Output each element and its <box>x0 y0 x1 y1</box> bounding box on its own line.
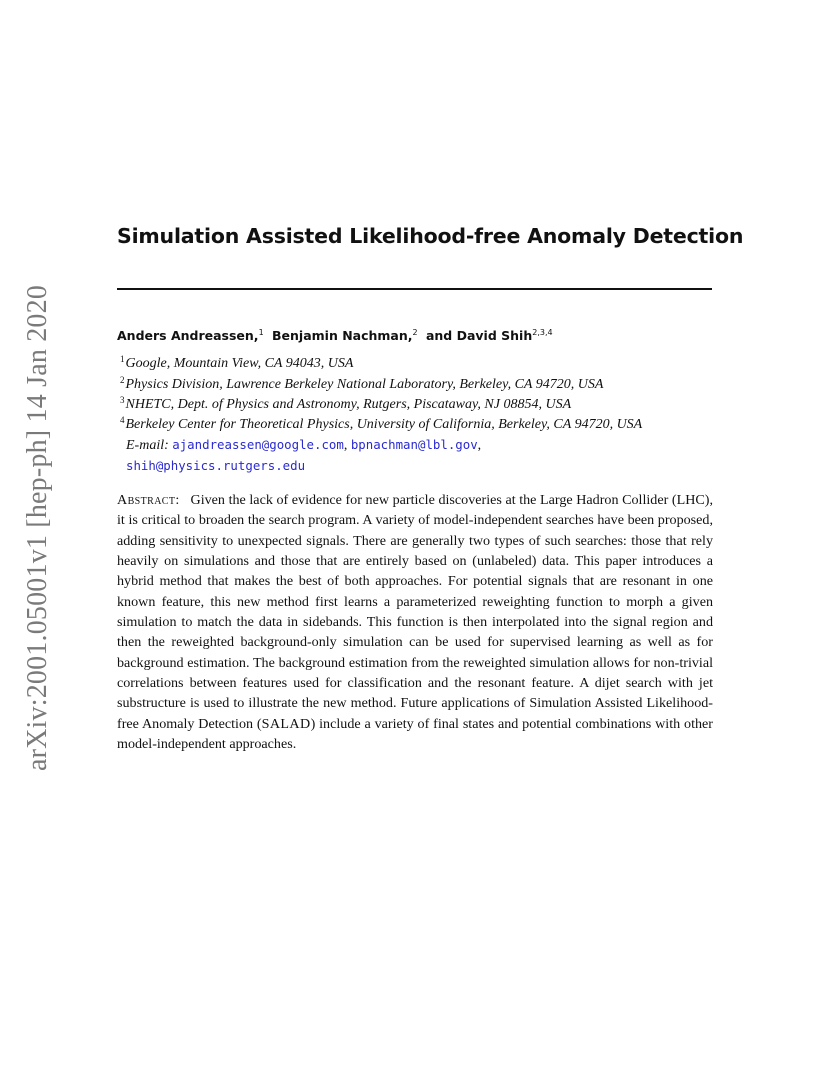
author-name: Anders Andreassen, <box>117 328 259 343</box>
affiliation-mark: 3 <box>120 395 125 405</box>
affiliation <box>120 354 353 372</box>
author-name: and David Shih <box>425 328 533 343</box>
affiliation <box>120 395 571 413</box>
arxiv-identifier-stamp: arXiv:2001.05001v1 [hep-ph] 14 Jan 2020 <box>22 284 53 772</box>
affiliation <box>120 375 603 393</box>
email-label: E-mail: <box>126 438 169 453</box>
author-name: Benjamin Nachman, <box>272 328 413 343</box>
author-list <box>117 328 553 343</box>
abstract-acronym: SALAD <box>261 715 311 732</box>
email-link[interactable]: ajandreassen@google.com <box>172 437 344 452</box>
affiliation-mark: 1 <box>120 354 125 364</box>
paper-title: Simulation Assisted Likelihood-free Anomaly Detection <box>117 224 744 248</box>
abstract-text: Given the lack of evidence for new particle discoveries at the Large Hadron Collider (LHC), it is critical to broaden the search program. A variety of model-independent searches have been proposed, adding sensitivity to unexpected signals. There are generally two types of such searches: those that rely heavily on simulations and those that are entirely based on (unlabeled) data. This paper introduces a hybrid method that makes the best of both approaches. For potential signals that are resonant in one known feature, this new method first learns a parameterized reweighting function to morph a given simulation to match the data in sidebands. This function is then interpolated into the signal region and then the reweighted background-only simulation can be used for supervised learning as well as for background estimation. The background estimation from the reweighted simulation allows for non-trivial correlations between features used for classification and the resonant feature. A dijet search with jet substructure is used to illustrate the new method. Future applications of Simulation Assisted Likelihood-free Anomaly Detection ( <box>117 492 713 732</box>
author-affiliation-mark: 1 <box>258 328 264 337</box>
title-rule <box>117 288 712 290</box>
email-link[interactable]: shih@physics.rutgers.edu <box>126 458 306 473</box>
affiliation-text: Berkeley Center for Theoretical Physics, University of California, Berkeley, CA 94720, USA <box>125 417 643 432</box>
author-affiliation-mark: 2 <box>412 328 418 337</box>
abstract-text: ) include a variety of final states and potential combinations with other model-independent approaches. <box>117 715 713 753</box>
abstract <box>117 490 713 754</box>
affiliation-text: NHETC, Dept. of Physics and Astronomy, Rutgers, Piscataway, NJ 08854, USA <box>125 397 572 412</box>
affiliation-mark: 2 <box>120 375 125 385</box>
author-affiliation-mark: 2,3,4 <box>532 328 553 337</box>
affiliation-text: Physics Division, Lawrence Berkeley National Laboratory, Berkeley, CA 94720, USA <box>125 377 604 392</box>
email-link[interactable]: bpnachman@lbl.gov <box>350 437 478 452</box>
email-line <box>126 458 305 475</box>
abstract-label: Abstract: <box>117 492 180 508</box>
affiliation-text: Google, Mountain View, CA 94043, USA <box>125 356 354 371</box>
email-line: E-mail: ajandreassen@google.com, bpnachman@lbl.gov, <box>126 437 482 453</box>
affiliation <box>120 415 642 433</box>
affiliation-mark: 4 <box>120 415 125 425</box>
